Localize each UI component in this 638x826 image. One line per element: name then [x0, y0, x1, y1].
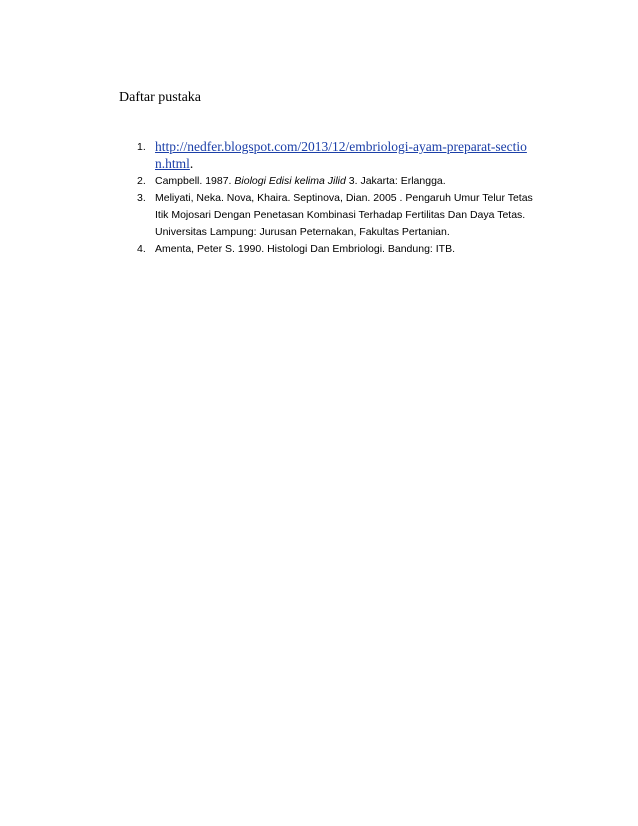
reference-number: 4. — [137, 243, 146, 255]
reference-trailing-period: . — [189, 156, 194, 171]
page-heading: Daftar pustaka — [119, 90, 202, 105]
reference-number: 2. — [137, 175, 146, 187]
reference-item-4 — [137, 241, 537, 258]
reference-link[interactable]: http://nedfer.blogspot.com/2013/12/embriologi-ayam-preparat-section.html — [155, 139, 527, 171]
reference-number: 3. — [137, 192, 146, 204]
reference-list — [137, 138, 537, 258]
reference-publisher: 3. Jakarta: Erlangga. — [345, 175, 446, 187]
reference-author-year: Campbell. 1987. — [155, 175, 235, 187]
reference-item-3 — [137, 190, 537, 241]
reference-book-title: Biologi Edisi kelima Jilid — [234, 175, 346, 187]
reference-number: 1. — [137, 141, 146, 153]
reference-item-2 — [137, 173, 537, 190]
reference-text: Meliyati, Neka. Nova, Khaira. Septinova, Dian. 2005 . Pengaruh Umur Telur Tetas Itik Mojosari Dengan Penetasan Kombinasi Terhadap Fertilitas Dan Daya Tetas. Universitas Lampung: Jurusan Peternakan, Fakultas Pertanian. — [155, 192, 533, 238]
reference-text: Amenta, Peter S. 1990. Histologi Dan Embriologi. Bandung: ITB. — [155, 243, 455, 255]
reference-item-1 — [137, 138, 537, 172]
